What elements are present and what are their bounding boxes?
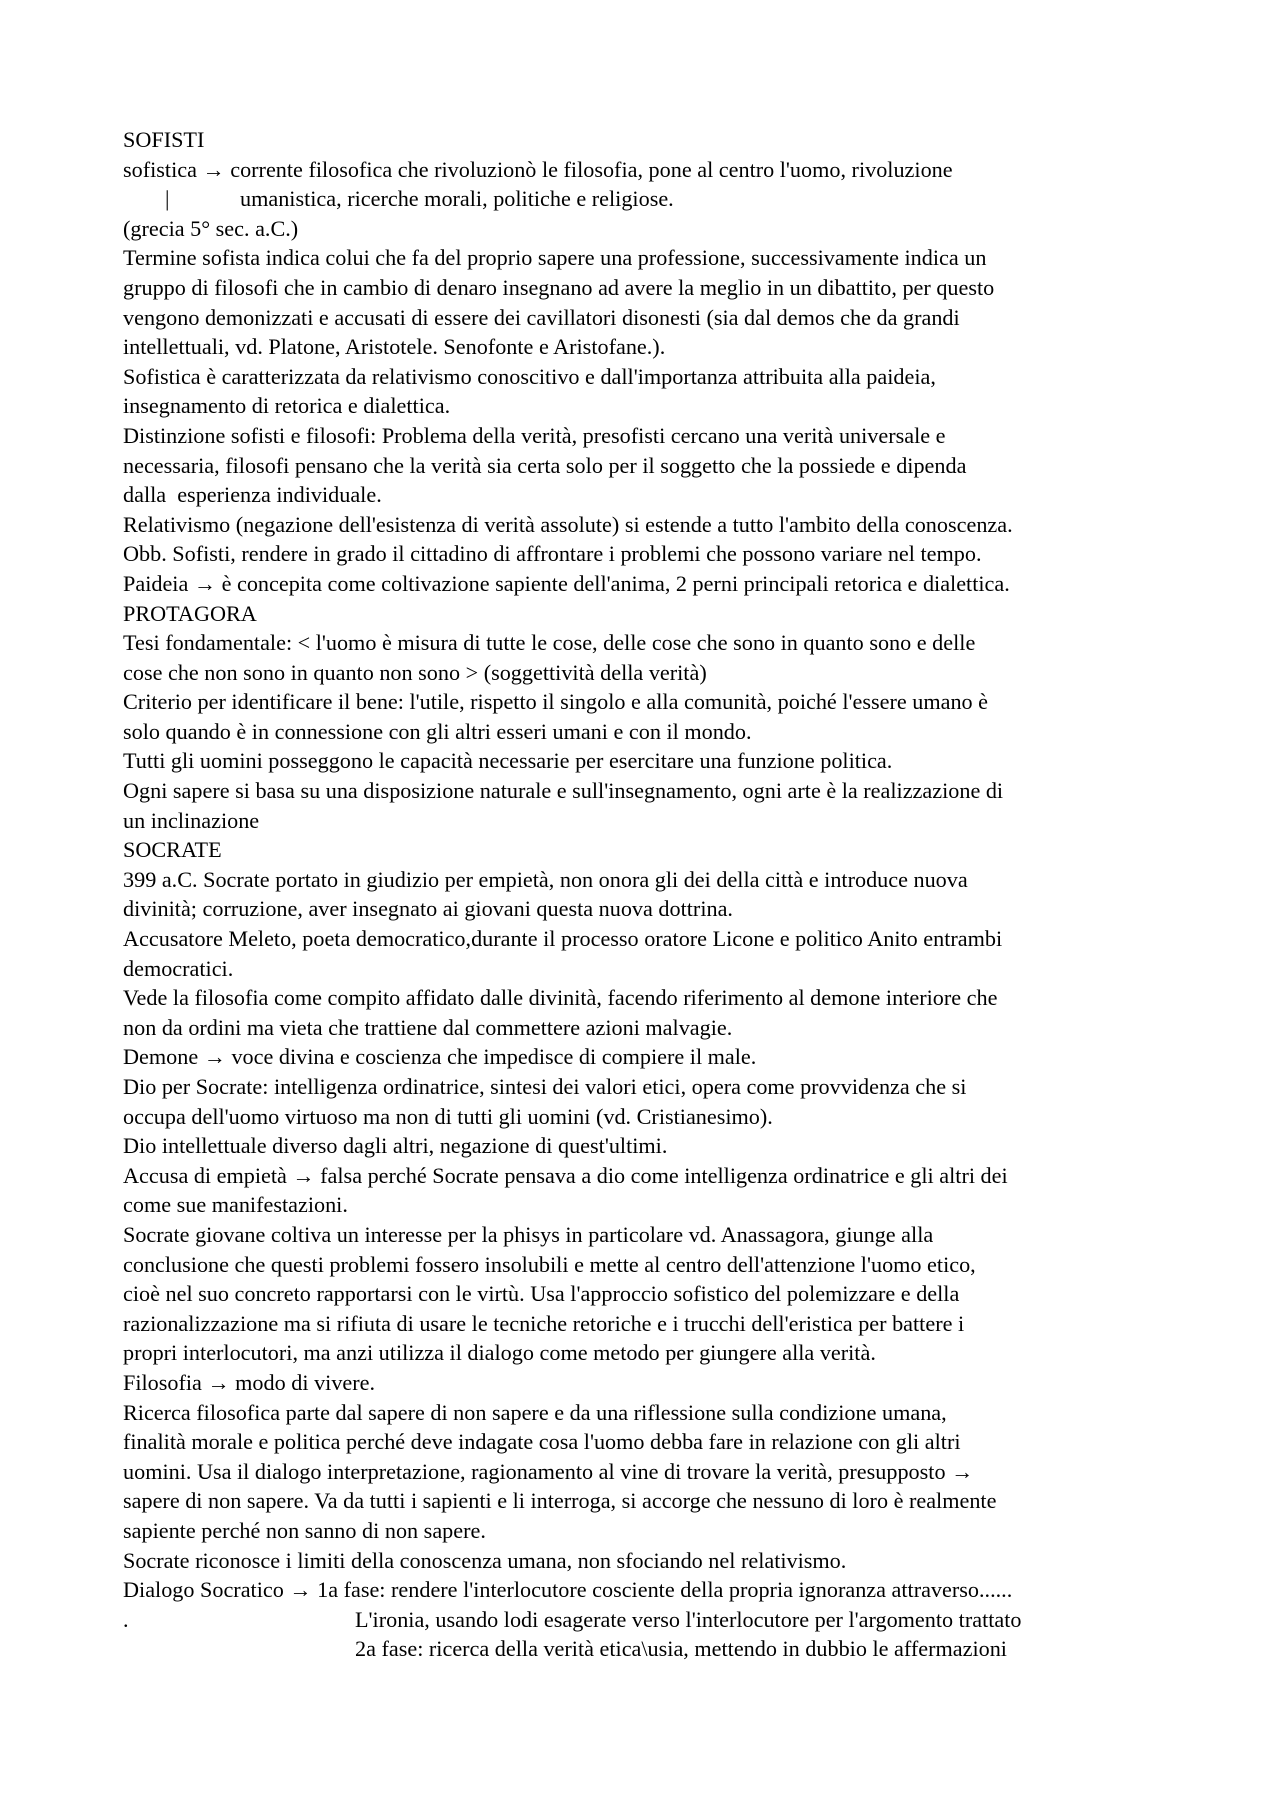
text-line: vengono demonizzati e accusati di essere dei cavillatori disonesti (sia dal demos che da grandi (123, 304, 960, 330)
text-line: necessaria, filosofi pensano che la verità sia certa solo per il soggetto che la possiede e dipenda (123, 452, 967, 478)
text-line: democratici. (123, 955, 234, 981)
text-line-indented: 2a fase: ricerca della verità etica\usia, mettendo in dubbio le affermazioni (355, 1636, 1007, 1662)
text-line: uomini. Usa il dialogo interpretazione, ragionamento al vine di trovare la verità, presupposto → (123, 1458, 974, 1484)
text-line: cioè nel suo concreto rapportarsi con le virtù. Usa l'approccio sofistico del polemizzare e della (123, 1281, 960, 1307)
text-line: Dio intellettuale diverso dagli altri, negazione di quest'ultimi. (123, 1133, 668, 1159)
text-line: Socrate riconosce i limiti della conoscenza umana, non sfociando nel relativismo. (123, 1547, 847, 1573)
text-line: sapiente perché non sanno di non sapere. (123, 1517, 486, 1543)
heading-protagora: PROTAGORA (123, 600, 257, 626)
text-line: Vede la filosofia come compito affidato dalle divinità, facendo riferimento al demone interiore che (123, 985, 998, 1011)
text-line: dalla esperienza individuale. (123, 482, 382, 508)
text-line: sapere di non sapere. Va da tutti i sapienti e li interroga, si accorge che nessuno di loro è realmente (123, 1488, 997, 1514)
text-line: (grecia 5° sec. a.C.) (123, 215, 299, 241)
text-line: Termine sofista indica colui che fa del proprio sapere una professione, successivamente indica un (123, 245, 987, 271)
text-line: razionalizzazione ma si rifiuta di usare le tecniche retoriche e i trucchi dell'eristica per battere i (123, 1310, 965, 1336)
text-line: Filosofia → modo di vivere. (123, 1369, 376, 1395)
text-line: Socrate giovane coltiva un interesse per la phisys in particolare vd. Anassagora, giunge alla (123, 1221, 934, 1247)
pipe-mark: | (165, 186, 170, 212)
text-line: Relativismo (negazione dell'esistenza di verità assolute) si estende a tutto l'ambito della conoscenza. (123, 511, 1013, 537)
text-line: Dialogo Socratico → 1a fase: rendere l'interlocutore cosciente della propria ignoranza attraverso...... (123, 1577, 1013, 1603)
text-line: occupa dell'uomo virtuoso ma non di tutti gli uomini (vd. Cristianesimo). (123, 1103, 773, 1129)
text-line: Accusa di empietà → falsa perché Socrate pensava a dio come intelligenza ordinatrice e gli altri dei (123, 1162, 1008, 1188)
text-line: Ogni sapere si basa su una disposizione naturale e sull'insegnamento, ogni arte è la realizzazione di (123, 778, 1004, 804)
text-line: conclusione che questi problemi fossero insolubili e mette al centro dell'attenzione l'uomo etico, (123, 1251, 976, 1277)
text-line: Dio per Socrate: intelligenza ordinatrice, sintesi dei valori etici, opera come provvidenza che si (123, 1074, 967, 1099)
text-line: intellettuali, vd. Platone, Aristotele. Senofonte e Aristofane.). (123, 334, 666, 360)
text-line (123, 1605, 1168, 1635)
text-line: insegnamento di retorica e dialettica. (123, 393, 451, 419)
text-line: divinità; corruzione, aver insegnato ai giovani questa nuova dottrina. (123, 896, 733, 922)
text-line: propri interlocutori, ma anzi utilizza il dialogo come metodo per giungere alla verità. (123, 1340, 876, 1366)
text-line: Ricerca filosofica parte dal sapere di non sapere e da una riflessione sulla condizione umana, (123, 1399, 947, 1425)
text-line-indented (123, 184, 1168, 214)
text-line: 399 a.C. Socrate portato in giudizio per empietà, non onora gli dei della città e introduce nuova (123, 866, 968, 892)
text-line: solo quando è in connessione con gli altri esseri umani e con il mondo. (123, 718, 752, 744)
text-line-continuation: L'ironia, usando lodi esagerate verso l'interlocutore per l'argomento trattato (355, 1606, 1022, 1632)
text-line: Paideia → è concepita come coltivazione sapiente dell'anima, 2 perni principali retorica e dialettica. (123, 570, 1010, 596)
text-line: finalità morale e politica perché deve indagate cosa l'uomo debba fare in relazione con gli altri (123, 1429, 961, 1455)
text-line: sofistica → corrente filosofica che rivoluzionò le filosofia, pone al centro l'uomo, rivoluzione (123, 156, 953, 182)
text-line: Obb. Sofisti, rendere in grado il cittadino di affrontare i problemi che possono variare nel tempo. (123, 541, 982, 567)
text-line: cose che non sono in quanto non sono > (soggettività della verità) (123, 659, 707, 685)
lead-dot: . (123, 1606, 129, 1632)
text-line: Tesi fondamentale: < l'uomo è misura di tutte le cose, delle cose che sono in quanto sono e delle (123, 630, 976, 656)
text-line: Sofistica è caratterizzata da relativismo conoscitivo e dall'importanza attribuita alla paideia, (123, 363, 936, 389)
heading-socrate: SOCRATE (123, 837, 222, 863)
text-line: non da ordini ma vieta che trattiene dal commettere azioni malvagie. (123, 1014, 733, 1040)
text-line: Demone → voce divina e coscienza che impedisce di compiere il male. (123, 1044, 757, 1070)
text-line: Tutti gli uomini posseggono le capacità necessarie per esercitare una funzione politica. (123, 748, 893, 774)
text-line-continuation: umanistica, ricerche morali, politiche e religiose. (240, 186, 674, 212)
text-line: come sue manifestazioni. (123, 1192, 348, 1218)
heading-sofisti: SOFISTI (123, 127, 205, 152)
text-line: Distinzione sofisti e filosofi: Problema della verità, presofisti cercano una verità universale e (123, 422, 946, 448)
document-body (123, 125, 1168, 1664)
text-line: Criterio per identificare il bene: l'utile, rispetto il singolo e alla comunità, poiché l'essere umano è (123, 689, 989, 715)
text-line: Accusatore Meleto, poeta democratico,durante il processo oratore Licone e politico Anito entrambi (123, 926, 1003, 952)
text-line: gruppo di filosofi che in cambio di denaro insegnano ad avere la meglio in un dibattito, per questo (123, 274, 995, 300)
text-line: un inclinazione (123, 807, 260, 833)
